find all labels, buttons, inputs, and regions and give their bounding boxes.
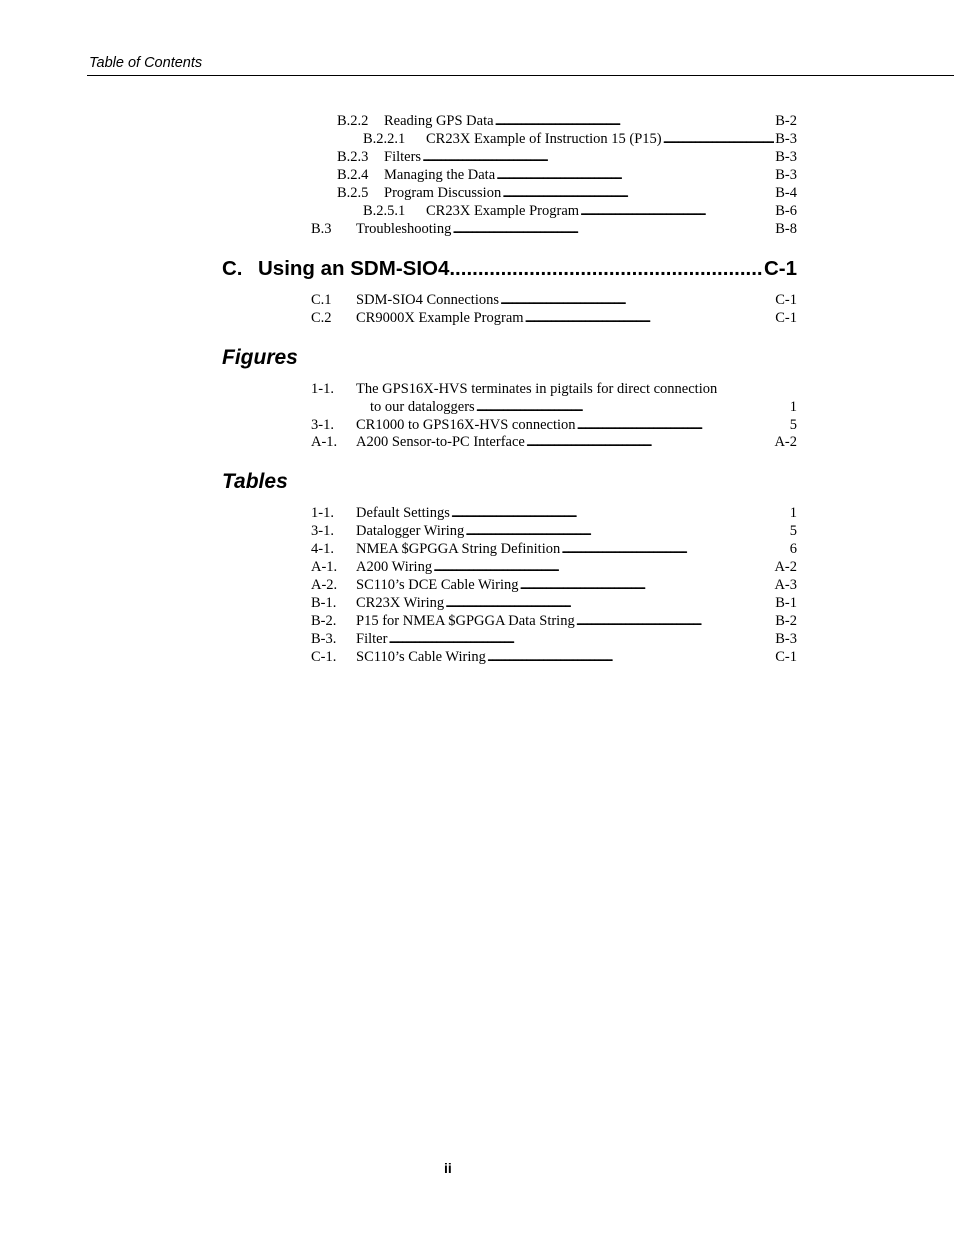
table-entry[interactable] [311, 540, 797, 558]
toc-entry[interactable] [337, 184, 797, 202]
toc-number: B.2.3 [337, 149, 369, 165]
dot-leader [580, 202, 774, 220]
figure-title-line1: The GPS16X-HVS terminates in pigtails for direct connection [356, 381, 718, 397]
toc-title: CR23X Example of Instruction 15 (P15) [426, 131, 662, 147]
dot-leader [663, 130, 775, 148]
figure-number: 3-1. [311, 417, 334, 433]
table-page: 1 [789, 505, 797, 521]
toc-title: CR23X Example Program [426, 203, 580, 219]
dot-leader [476, 398, 789, 416]
table-number: B-2. [311, 613, 337, 629]
appendix-c-heading[interactable] [222, 255, 797, 283]
table-page: A-3 [774, 577, 797, 593]
dot-leader [445, 594, 774, 612]
table-title: SC110’s DCE Cable Wiring [356, 577, 519, 593]
toc-entry[interactable] [363, 202, 797, 220]
table-page: B-2 [775, 613, 797, 629]
figure-title: to our dataloggers [370, 399, 475, 415]
table-number: B-1. [311, 595, 337, 611]
figures-heading: Figures [222, 346, 298, 369]
table-page: 6 [789, 541, 797, 557]
dot-leader [496, 166, 774, 184]
figure-page: 1 [789, 399, 797, 415]
table-title: P15 for NMEA $GPGGA Data String [356, 613, 575, 629]
toc-entry[interactable] [311, 309, 797, 327]
dot-leader [525, 309, 775, 327]
table-page: C-1 [775, 649, 797, 665]
toc-entry[interactable] [363, 130, 797, 148]
figure-page: 5 [789, 417, 797, 433]
dot-leader [487, 648, 774, 666]
table-title: NMEA $GPGGA String Definition [356, 541, 561, 557]
table-number: B-3. [311, 631, 337, 647]
table-number: 1-1. [311, 505, 334, 521]
dot-leader [433, 558, 773, 576]
dot-leader [449, 255, 764, 283]
dot-leader [500, 291, 774, 309]
dot-leader [465, 522, 788, 540]
figure-title: CR1000 to GPS16X-HVS connection [356, 417, 576, 433]
table-page: 5 [789, 523, 797, 539]
table-entry[interactable] [311, 504, 797, 522]
tables-heading: Tables [222, 470, 288, 493]
toc-number: B.2.2.1 [363, 131, 406, 147]
table-entry[interactable] [311, 630, 797, 648]
table-title: Datalogger Wiring [356, 523, 465, 539]
toc-title: Managing the Data [384, 167, 496, 183]
table-number: A-1. [311, 559, 338, 575]
figure-entry[interactable] [311, 380, 797, 416]
dot-leader [495, 112, 775, 130]
toc-entry[interactable] [311, 220, 797, 238]
table-page: B-1 [775, 595, 797, 611]
toc-page: B-3 [775, 149, 797, 165]
header-rule [87, 75, 954, 76]
appendix-letter: C. [222, 257, 243, 280]
toc-page: B-4 [775, 185, 797, 201]
table-number: A-2. [311, 577, 338, 593]
toc-page: C-1 [775, 292, 797, 308]
toc-title: SDM-SIO4 Connections [356, 292, 499, 308]
toc-number: B.2.5 [337, 185, 369, 201]
toc-title: CR9000X Example Program [356, 310, 524, 326]
toc-number: C.1 [311, 292, 332, 308]
table-number: 3-1. [311, 523, 334, 539]
table-title: Filter [356, 631, 388, 647]
appendix-title: Using an SDM-SIO4 [258, 257, 450, 280]
running-header: Table of Contents [89, 55, 203, 71]
toc-number: B.2.5.1 [363, 203, 406, 219]
dot-leader [502, 184, 774, 202]
table-entry[interactable] [311, 612, 797, 630]
table-page: B-3 [775, 631, 797, 647]
table-number: 4-1. [311, 541, 334, 557]
toc-number: B.3 [311, 221, 332, 237]
toc-title: Reading GPS Data [384, 113, 494, 129]
figure-number: 1-1. [311, 381, 334, 397]
table-number: C-1. [311, 649, 337, 665]
toc-entry[interactable] [337, 166, 797, 184]
dot-leader [452, 220, 774, 238]
toc-page: C-1 [775, 310, 797, 326]
table-entry[interactable] [311, 558, 797, 576]
page-number: ii [444, 1160, 452, 1176]
toc-entry[interactable] [311, 291, 797, 309]
dot-leader [561, 540, 789, 558]
toc-number: B.2.4 [337, 167, 369, 183]
toc-page: B-3 [775, 167, 797, 183]
figure-number: A-1. [311, 434, 338, 450]
dot-leader [451, 504, 789, 522]
toc-page: B-6 [775, 203, 797, 219]
table-entry[interactable] [311, 594, 797, 612]
toc-number: B.2.2 [337, 113, 369, 129]
dot-leader [526, 433, 774, 451]
toc-page: B-8 [775, 221, 797, 237]
dot-leader [577, 416, 789, 434]
toc-page: B-3 [775, 131, 797, 147]
appendix-page: C-1 [763, 257, 797, 280]
toc-title: Program Discussion [384, 185, 502, 201]
figure-entry[interactable] [311, 416, 797, 434]
table-title: SC110’s Cable Wiring [356, 649, 486, 665]
figure-title: A200 Sensor-to-PC Interface [356, 434, 525, 450]
table-page: A-2 [774, 559, 797, 575]
table-title: A200 Wiring [356, 559, 433, 575]
toc-page: B-2 [775, 113, 797, 129]
table-entry[interactable] [311, 522, 797, 540]
dot-leader [422, 148, 774, 166]
toc-number: C.2 [311, 310, 332, 326]
toc-entry[interactable] [337, 112, 797, 130]
toc-title: Troubleshooting [356, 221, 452, 237]
figure-entry[interactable] [311, 433, 797, 451]
table-entry[interactable] [311, 576, 797, 594]
dot-leader [388, 630, 774, 648]
table-title: CR23X Wiring [356, 595, 445, 611]
toc-entry[interactable] [337, 148, 797, 166]
table-title: Default Settings [356, 505, 450, 521]
figure-page: A-2 [774, 434, 797, 450]
table-entry[interactable] [311, 648, 797, 666]
dot-leader [576, 612, 775, 630]
dot-leader [520, 576, 774, 594]
toc-title: Filters [384, 149, 422, 165]
